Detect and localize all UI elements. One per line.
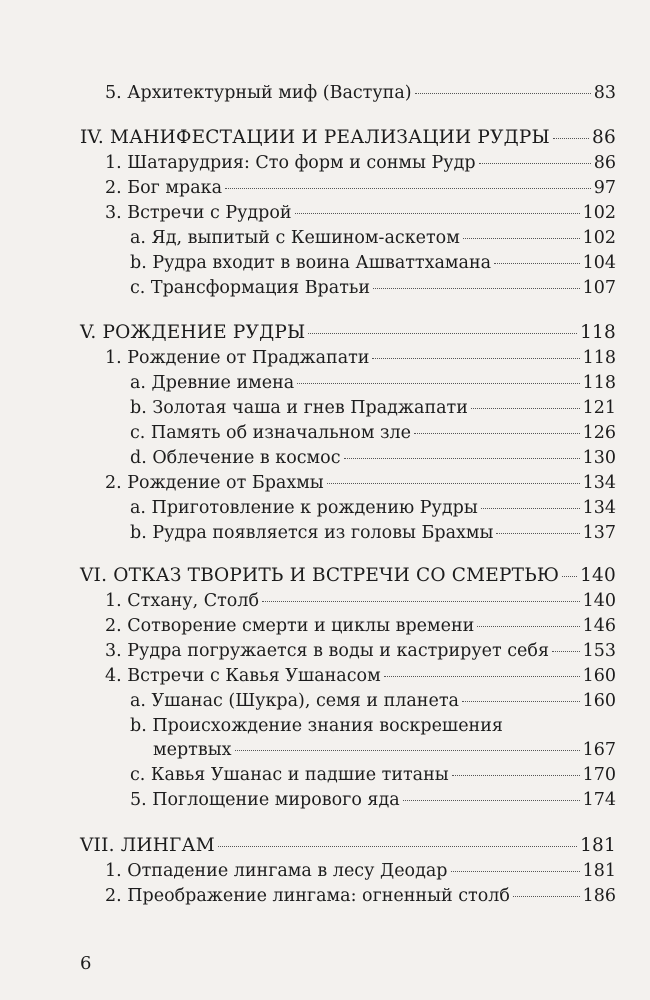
- toc-entry[interactable]: [105, 347, 616, 369]
- dot-leader: [496, 533, 579, 534]
- toc-entry-title: 2. Бог мрака: [105, 178, 223, 198]
- dot-leader: [494, 263, 580, 264]
- toc-entry-page: 181: [580, 835, 616, 856]
- toc-entry[interactable]: [130, 372, 616, 394]
- toc-entry[interactable]: [130, 277, 616, 299]
- dot-leader: [451, 871, 580, 872]
- toc-entry-page: 97: [593, 178, 616, 198]
- toc-entry[interactable]: [105, 640, 616, 662]
- toc-entry[interactable]: [130, 690, 616, 712]
- toc-entry-title: c. Трансформация Вратьи: [130, 278, 371, 298]
- toc-entry-page: 118: [580, 322, 616, 343]
- toc-entry-page: 83: [593, 83, 616, 103]
- toc-entry-title: c. Память об изначальном зле: [130, 423, 412, 443]
- dot-leader: [463, 238, 580, 239]
- toc-entry-title: VI. ОТКАЗ ТВОРИТЬ И ВСТРЕЧИ СО СМЕРТЬЮ: [80, 565, 560, 586]
- toc-entry-title: IV. МАНИФЕСТАЦИИ И РЕАЛИЗАЦИИ РУДРЫ: [80, 127, 550, 148]
- dot-leader: [415, 93, 591, 94]
- toc-entry-title: 2. Рождение от Брахмы: [105, 473, 324, 493]
- toc-entry-page: 126: [582, 423, 616, 443]
- toc-entry-title: 5. Архитектурный миф (Ваступа): [105, 83, 412, 103]
- toc-entry[interactable]: [130, 252, 616, 274]
- toc-entry[interactable]: [130, 764, 616, 786]
- toc-entry-page: 121: [582, 398, 616, 418]
- toc-entry-page: 118: [582, 373, 616, 393]
- toc-entry-page: 107: [582, 278, 616, 298]
- toc-entry-title: 1. Рождение от Праджапати: [105, 348, 370, 368]
- toc-entry[interactable]: [105, 590, 616, 612]
- toc-entry[interactable]: [105, 885, 616, 907]
- toc-entry-page: 130: [582, 448, 616, 468]
- toc-entry-page: 102: [582, 203, 616, 223]
- toc-entry-title: 3. Рудра погружается в воды и кастрирует себя: [105, 641, 549, 661]
- toc-entry-page: 134: [582, 473, 616, 493]
- toc-entry[interactable]: [130, 227, 616, 249]
- toc-entry-page: 86: [592, 127, 616, 148]
- dot-leader: [308, 333, 577, 334]
- dot-leader: [414, 433, 580, 434]
- dot-leader: [552, 651, 580, 652]
- toc-chapter[interactable]: [80, 565, 616, 587]
- toc-entry[interactable]: [130, 422, 616, 444]
- toc-entry-title: b. Рудра появляется из головы Брахмы: [130, 523, 494, 543]
- toc-entry-page: 140: [580, 565, 616, 586]
- toc-entry[interactable]: [130, 447, 616, 469]
- dot-leader: [471, 408, 580, 409]
- toc-entry-page: 160: [582, 691, 616, 711]
- dot-leader: [462, 701, 580, 702]
- dot-leader: [562, 576, 577, 577]
- toc-entry-title: 5. Поглощение мирового яда: [130, 790, 400, 810]
- dot-leader: [297, 383, 579, 384]
- toc-entry-title: 4. Встречи с Кавья Ушанасом: [105, 666, 381, 686]
- dot-leader: [295, 213, 580, 214]
- dot-leader: [452, 775, 580, 776]
- toc-entry-page: 170: [582, 765, 616, 785]
- toc-entry[interactable]: [105, 152, 616, 174]
- toc-entry[interactable]: [105, 860, 616, 882]
- toc-entry-page: 153: [582, 641, 616, 661]
- toc-entry-title: b. Рудра входит в воина Ашваттхамана: [130, 253, 492, 273]
- dot-leader: [513, 896, 580, 897]
- toc-entry-page: 86: [593, 153, 616, 173]
- dot-leader: [218, 846, 577, 847]
- toc-entry-title: a. Ушанас (Шукра), семя и планета: [130, 691, 459, 711]
- toc-entry-title: a. Приготовление к рождению Рудры: [130, 498, 478, 518]
- dot-leader: [479, 163, 591, 164]
- dot-leader: [373, 288, 580, 289]
- toc-entry-page: 146: [582, 616, 616, 636]
- dot-leader: [481, 508, 580, 509]
- toc-entry-page: 167: [582, 740, 616, 760]
- toc-entry-title: 3. Встречи с Рудрой: [105, 203, 292, 223]
- toc-entry-title: b. Золотая чаша и гнев Праджапати: [130, 398, 468, 418]
- page-number: 6: [80, 953, 92, 974]
- toc-entry[interactable]: [105, 82, 616, 104]
- toc-entry-page: 181: [582, 861, 616, 881]
- toc-entry[interactable]: [153, 739, 616, 761]
- dot-leader: [477, 626, 579, 627]
- toc-entry[interactable]: [130, 497, 616, 519]
- dot-leader: [225, 188, 591, 189]
- toc-entry-page: 186: [582, 886, 616, 906]
- toc-entry-title: d. Облечение в космос: [130, 448, 341, 468]
- toc-entry-title: c. Кавья Ушанас и падшие титаны: [130, 765, 449, 785]
- toc-entry-title[interactable]: b. Происхождение знания воскрешения: [130, 716, 503, 736]
- toc-entry-title: VII. ЛИНГАМ: [80, 835, 215, 856]
- toc-entry-page: 118: [582, 348, 616, 368]
- toc-entry-page: 134: [582, 498, 616, 518]
- toc-entry-page: 102: [582, 228, 616, 248]
- toc-chapter[interactable]: [80, 835, 616, 857]
- toc-entry-title: 1. Шатарудрия: Сто форм и сонмы Рудр: [105, 153, 476, 173]
- dot-leader: [262, 601, 580, 602]
- toc-entry-title: 1. Стхану, Столб: [105, 591, 259, 611]
- dot-leader: [372, 358, 579, 359]
- toc-entry-title: 2. Сотворение смерти и циклы времени: [105, 616, 475, 636]
- toc-entry-title: мертвых: [153, 740, 232, 760]
- toc-entry-title: a. Древние имена: [130, 373, 295, 393]
- toc-entry-page: 140: [582, 591, 616, 611]
- dot-leader: [235, 750, 580, 751]
- dot-leader: [327, 483, 580, 484]
- toc-entry-page: 160: [582, 666, 616, 686]
- dot-leader: [403, 800, 580, 801]
- toc-entry[interactable]: [130, 789, 616, 811]
- toc-entry[interactable]: [130, 397, 616, 419]
- toc-entry[interactable]: [105, 472, 616, 494]
- toc-chapter[interactable]: [80, 322, 616, 344]
- toc-entry-page: 137: [582, 523, 616, 543]
- toc-entry-title: a. Яд, выпитый с Кешином-аскетом: [130, 228, 460, 248]
- toc-entry[interactable]: [105, 665, 616, 687]
- toc-entry-page: 104: [582, 253, 616, 273]
- dot-leader: [384, 676, 580, 677]
- toc-entry-title: V. РОЖДЕНИЕ РУДРЫ: [80, 322, 306, 343]
- toc-entry-title: 2. Преображение лингама: огненный столб: [105, 886, 510, 906]
- toc-chapter[interactable]: [80, 127, 616, 149]
- toc-entry[interactable]: [130, 522, 616, 544]
- toc-entry-title: 1. Отпадение лингама в лесу Деодар: [105, 861, 448, 881]
- dot-leader: [553, 138, 589, 139]
- toc-entry[interactable]: [105, 615, 616, 637]
- toc-entry[interactable]: [105, 202, 616, 224]
- toc-entry[interactable]: [105, 177, 616, 199]
- dot-leader: [344, 458, 580, 459]
- toc-entry-page: 174: [582, 790, 616, 810]
